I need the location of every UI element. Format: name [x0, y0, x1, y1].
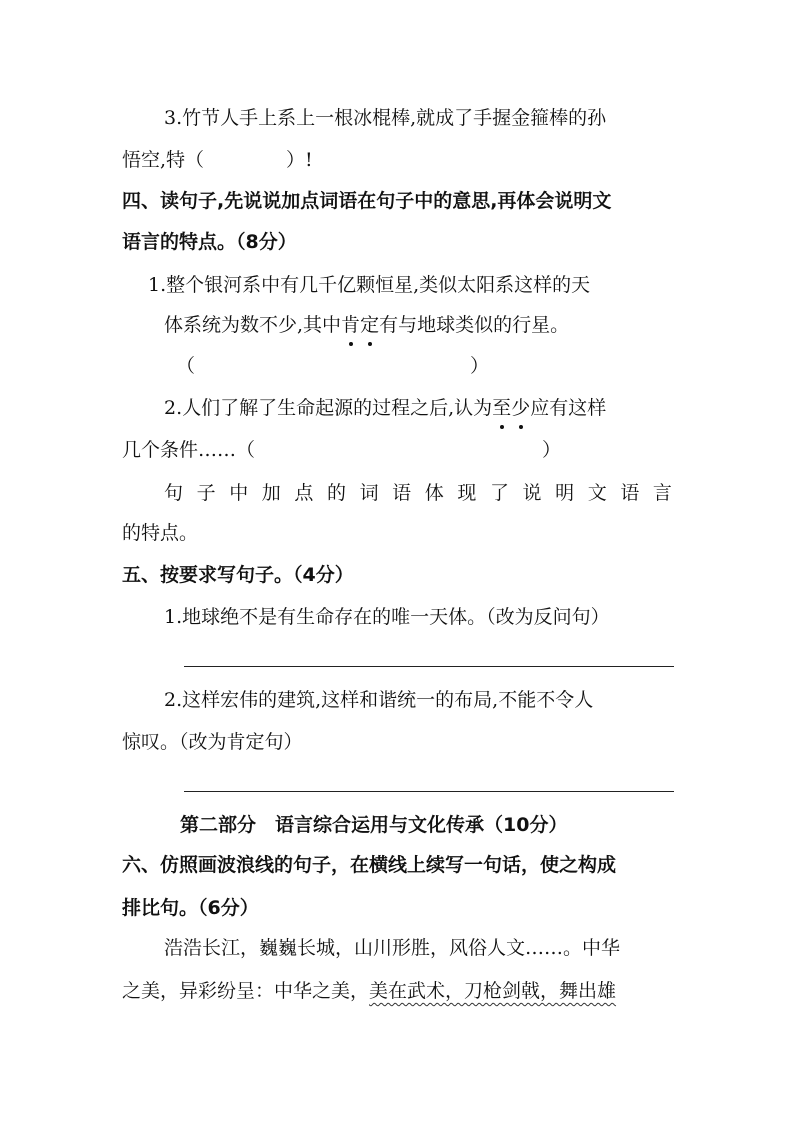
q3-line2-end: ）!: [286, 149, 313, 171]
s4-item1-line2-pre: 体系统为数不少,其中: [164, 314, 342, 336]
s4-item2-line1-pre: 2.人们了解了生命起源的过程之后,认为: [164, 397, 493, 419]
note-char: 语: [620, 482, 640, 504]
section6-heading-line1: 六、仿照画波浪线的句子，在横线上续写一句话，使之构成: [122, 854, 617, 876]
s4-item2-line2: 几个条件……（: [122, 439, 256, 461]
s4-item1-answer-blank[interactable]: [200, 354, 470, 378]
part2-title: 第二部分 语言综合运用与文化传承（10分）: [180, 814, 568, 836]
dotted-char: 少: [511, 397, 531, 419]
note-char: 现: [457, 482, 477, 504]
s5-item2-line1: 2.这样宏伟的建筑,这样和谐统一的布局,不能不令人: [164, 689, 594, 711]
note-char: 句: [164, 482, 184, 504]
dotted-char: 肯: [341, 314, 361, 336]
q3-line2: [122, 148, 313, 172]
s6-para-line1: 浩浩长江，巍巍长城，山川形胜，风俗人文……。中华: [164, 937, 621, 959]
note-char: 文: [587, 482, 607, 504]
s5-item2-line2: 惊叹。（改为肯定句）: [122, 731, 303, 753]
s4-item1-line1: 1.整个银河系中有几千亿颗恒星,类似太阳系这样的天: [148, 274, 591, 296]
note-char: 中: [229, 482, 249, 504]
dotted-char: 定: [360, 314, 380, 336]
note-char: 词: [359, 482, 379, 504]
note-char: 加: [261, 482, 281, 504]
s4-item1-paren-close: ）: [470, 355, 490, 377]
q3-line2-text: 悟空,特（: [122, 149, 205, 171]
s6-para-line2-pre: 之美，异彩纷呈：中华之美，: [122, 980, 370, 1002]
s4-item2-paren-close: ）: [542, 439, 562, 461]
note-char: 体: [424, 482, 444, 504]
note-char: 明: [555, 482, 575, 504]
wavy-underlined-sentence: 美在武术，刀枪剑戟，舞出雄: [369, 980, 617, 1002]
s5-item1-answer-line[interactable]: [184, 666, 674, 667]
s4-note-line1: [164, 481, 672, 505]
dotted-char: 至: [492, 397, 512, 419]
section6-heading-line2: 排比句。（6分）: [122, 897, 259, 919]
section4-heading-line1: 四、读句子,先说说加点词语在句子中的意思,再体会说明文: [122, 190, 612, 212]
s4-item2-line1: [164, 396, 606, 420]
note-char: 子: [196, 482, 216, 504]
s4-note-line2: 的特点。: [122, 522, 199, 544]
note-char: 了: [489, 482, 509, 504]
note-char: 的: [326, 482, 346, 504]
s4-item1-line2-post: 有与地球类似的行星。: [379, 314, 570, 336]
note-char: 言: [652, 482, 672, 504]
s5-item2-answer-line[interactable]: [184, 791, 674, 792]
section5-heading: 五、按要求写句子。（4分）: [122, 564, 354, 586]
note-char: 点: [294, 482, 314, 504]
q3-line1: 3.竹节人手上系上一根冰棍棒,就成了手握金箍棒的孙: [164, 107, 607, 129]
note-char: 说: [522, 482, 542, 504]
s4-item1-paren-open: （: [176, 355, 196, 377]
s4-item2-line1-post: 应有这样: [530, 397, 607, 419]
s4-item1-line2: [164, 313, 569, 337]
section4-heading-line2: 语言的特点。（8分）: [122, 231, 297, 253]
s5-item1: 1.地球绝不是有生命存在的唯一天体。（改为反问句）: [164, 606, 610, 628]
s6-para-line2: [122, 979, 616, 1003]
s4-item2-answer-blank[interactable]: [270, 438, 542, 462]
note-char: 语: [392, 482, 412, 504]
